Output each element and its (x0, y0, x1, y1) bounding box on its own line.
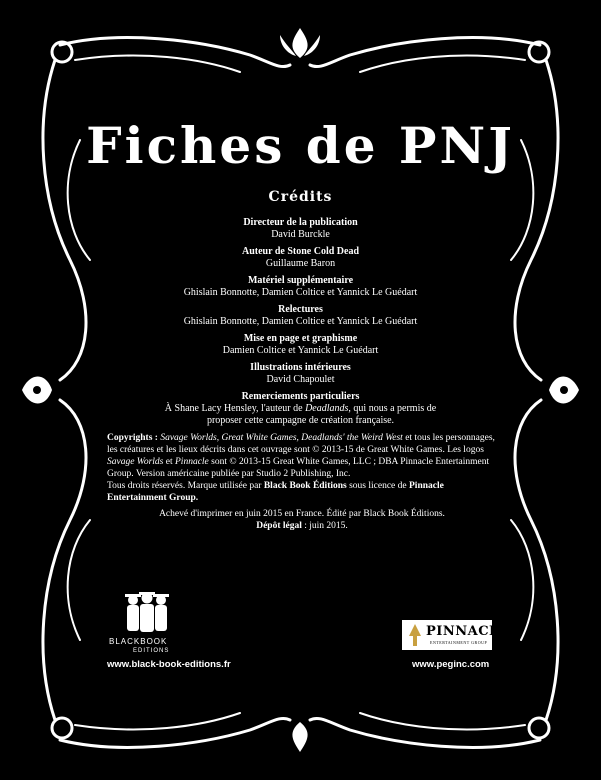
pinnacle-url-link[interactable]: www.peginc.com (412, 659, 490, 670)
logo-name: Savage Worlds (107, 457, 164, 467)
thanks-text (150, 403, 451, 427)
thanks-text-part: , qui nous a permis de proposer cette campagne de création française. (206, 403, 437, 426)
credit-role: Illustrations intérieures (250, 362, 351, 373)
credits-heading: Crédits (268, 189, 333, 205)
credit-block (150, 217, 451, 241)
black-book-logo-text: BLACKBOOK (109, 637, 168, 646)
credit-names: David Chapoulet (266, 374, 335, 385)
deposit-label: Dépôt légal (256, 521, 302, 531)
copyright-label: Copyrights : (107, 433, 158, 443)
thanks-work-title: Deadlands (305, 403, 349, 414)
pinnacle-mark-icon (407, 624, 423, 646)
page-title: Fiches de PNJ (86, 116, 515, 175)
black-book-logo (107, 590, 187, 660)
copyright-works: Savage Worlds, Great White Games, Deadlands' the Weird West (160, 433, 403, 443)
legal-notice (107, 432, 497, 532)
thanks-text-part: À Shane Lacy Hensley, l'auteur de (164, 403, 306, 414)
black-book-figures-icon (107, 590, 187, 636)
credit-role: Mise en page et graphisme (243, 333, 358, 344)
pinnacle-logo-text: PINNACLE (426, 624, 510, 639)
licensor: Pinnacle Entertainment Group. (107, 481, 444, 503)
credit-role: Auteur de Stone Cold Dead (241, 246, 360, 257)
credit-role: Matériel supplémentaire (247, 275, 354, 286)
thanks-block (150, 391, 451, 427)
credit-block (150, 246, 451, 270)
credit-names: David Burckle (271, 229, 330, 240)
pinnacle-logo-sub: ENTERTAINMENT GROUP (430, 640, 488, 645)
logo-name: Pinnacle (175, 457, 209, 467)
legal-deposit (107, 520, 497, 532)
rights-text: Tous droits réservés. Marque utilisée par (107, 481, 264, 491)
rights-paragraph (107, 480, 497, 504)
rights-text: sous licence de (346, 481, 409, 491)
printing-note: Achevé d'imprimer en juin 2015 en France. Édité par Black Book Éditions. (159, 509, 445, 519)
credit-names: Guillaume Baron (265, 258, 336, 269)
credits-list (150, 217, 451, 432)
deposit-date: : juin 2015. (301, 521, 348, 531)
copyright-text: et tous les personnages, les créatures et les lieux décrits dans cet ouvrage sont © 2013-15 de Great White Games. Les logos (107, 433, 495, 455)
credit-block (150, 333, 451, 357)
copyright-text: et (163, 457, 175, 467)
credit-role: Directeur de la publication (243, 217, 358, 228)
black-book-logo-sub: EDITIONS (133, 648, 170, 654)
credit-role: Relectures (278, 304, 323, 315)
credit-block (150, 362, 451, 386)
copyright-paragraph (107, 432, 497, 480)
thanks-role: Remerciements particuliers (241, 391, 360, 402)
pinnacle-logo (402, 620, 510, 650)
copyright-text: sont © 2013-15 Great White Games, LLC ; DBA Pinnacle Entertainment Group. Version américaine publiée par Studio 2 Publishing, Inc. (107, 457, 490, 479)
black-book-url-link[interactable]: www.black-book-editions.fr (107, 659, 231, 670)
rights-owner: Black Book Éditions (263, 481, 347, 491)
credit-block (150, 275, 451, 299)
credit-names: Ghislain Bonnotte, Damien Coltice et Yannick Le Guédart (183, 287, 418, 298)
credit-names: Damien Coltice et Yannick Le Guédart (222, 345, 379, 356)
credit-block (150, 304, 451, 328)
credit-names: Ghislain Bonnotte, Damien Coltice et Yannick Le Guédart (183, 316, 418, 327)
